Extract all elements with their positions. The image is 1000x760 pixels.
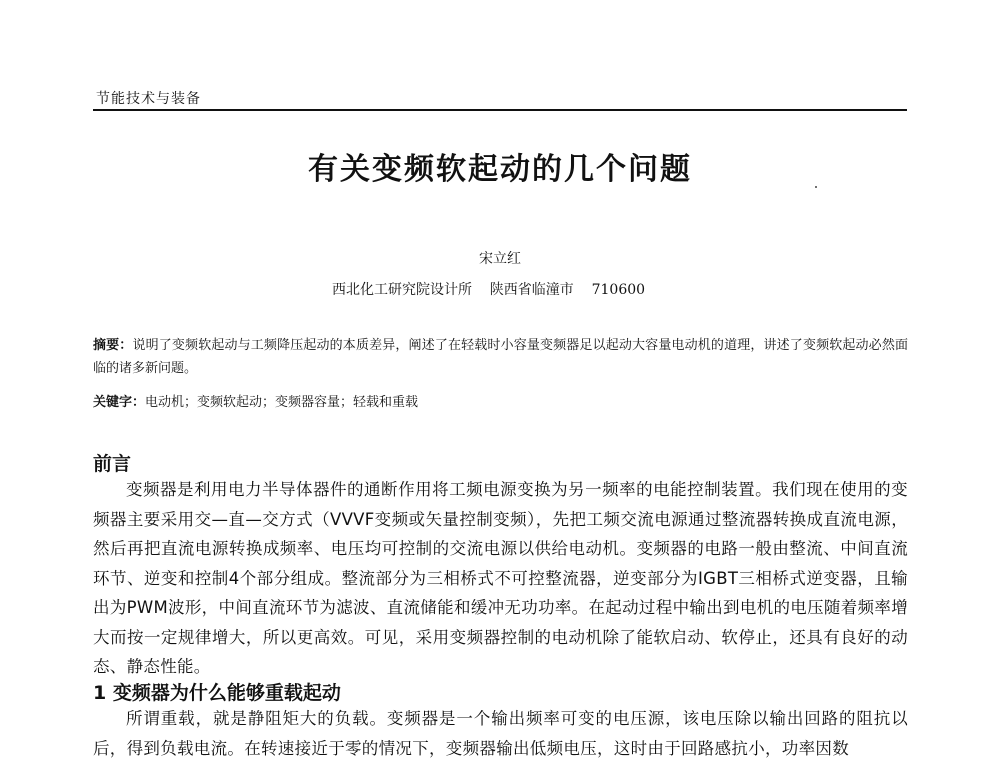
journal-section-label: 节能技术与装备 bbox=[96, 91, 201, 107]
keywords-text: 电动机；变频软起动；变频器容量；轻载和重载 bbox=[145, 395, 419, 410]
author-affiliation: 西北化工研究院设计所 陕西省临潼市 710600 bbox=[332, 282, 646, 298]
abstract bbox=[93, 334, 908, 380]
keywords bbox=[93, 393, 908, 413]
section-paragraph-preface: 变频器是利用电力半导体器件的通断作用将工频电源变换为另一频率的电能控制装置。我们现在使用的变频器主要采用交—直—交方式（VVVF变频或矢量控制变频），先把工频交流电源通过整流器转换成直流电源，然后再把直流电源转换成频率、电压均可控制的交流电源以供给电动机。变频器的电路一般由整流、中间直流环节、逆变和控制4个部分组成。整流部分为三相桥式不可控整流器，逆变部分为IGBT三相桥式逆变器，且输出为PWM波形，中间直流环节为滤波、直流储能和缓冲无功功率。在起动过程中输出到电机的电压随着频率增大而按一定规律增大，所以更高效。可见，采用变频器控制的电动机除了能软启动、软停止，还具有良好的动态、静态性能。 bbox=[93, 480, 908, 676]
section-heading-preface: 前言 bbox=[93, 453, 132, 475]
section-heading-1: 1 变频器为什么能够重载起动 bbox=[93, 682, 341, 704]
abstract-label: 摘要： bbox=[93, 338, 133, 353]
header-rule bbox=[93, 109, 907, 111]
scan-speck bbox=[815, 186, 817, 188]
author-name: 宋立红 bbox=[479, 251, 521, 267]
article-title: 有关变频软起动的几个问题 bbox=[308, 152, 692, 187]
keywords-label: 关键字： bbox=[93, 395, 146, 410]
section-paragraph-1: 所谓重载，就是静阻矩大的负载。变频器是一个输出频率可变的电压源，该电压除以输出回路的阻抗以后，得到负载电流。在转速接近于零的情况下，变频器输出低频电压，这时由于回路感抗小，功率因数 bbox=[93, 709, 908, 758]
abstract-text: 说明了变频软起动与工频降压起动的本质差异，阐述了在轻载时小容量变频器足以起动大容量电动机的道理，讲述了变频软起动必然面临的诸多新问题。 bbox=[93, 338, 908, 376]
